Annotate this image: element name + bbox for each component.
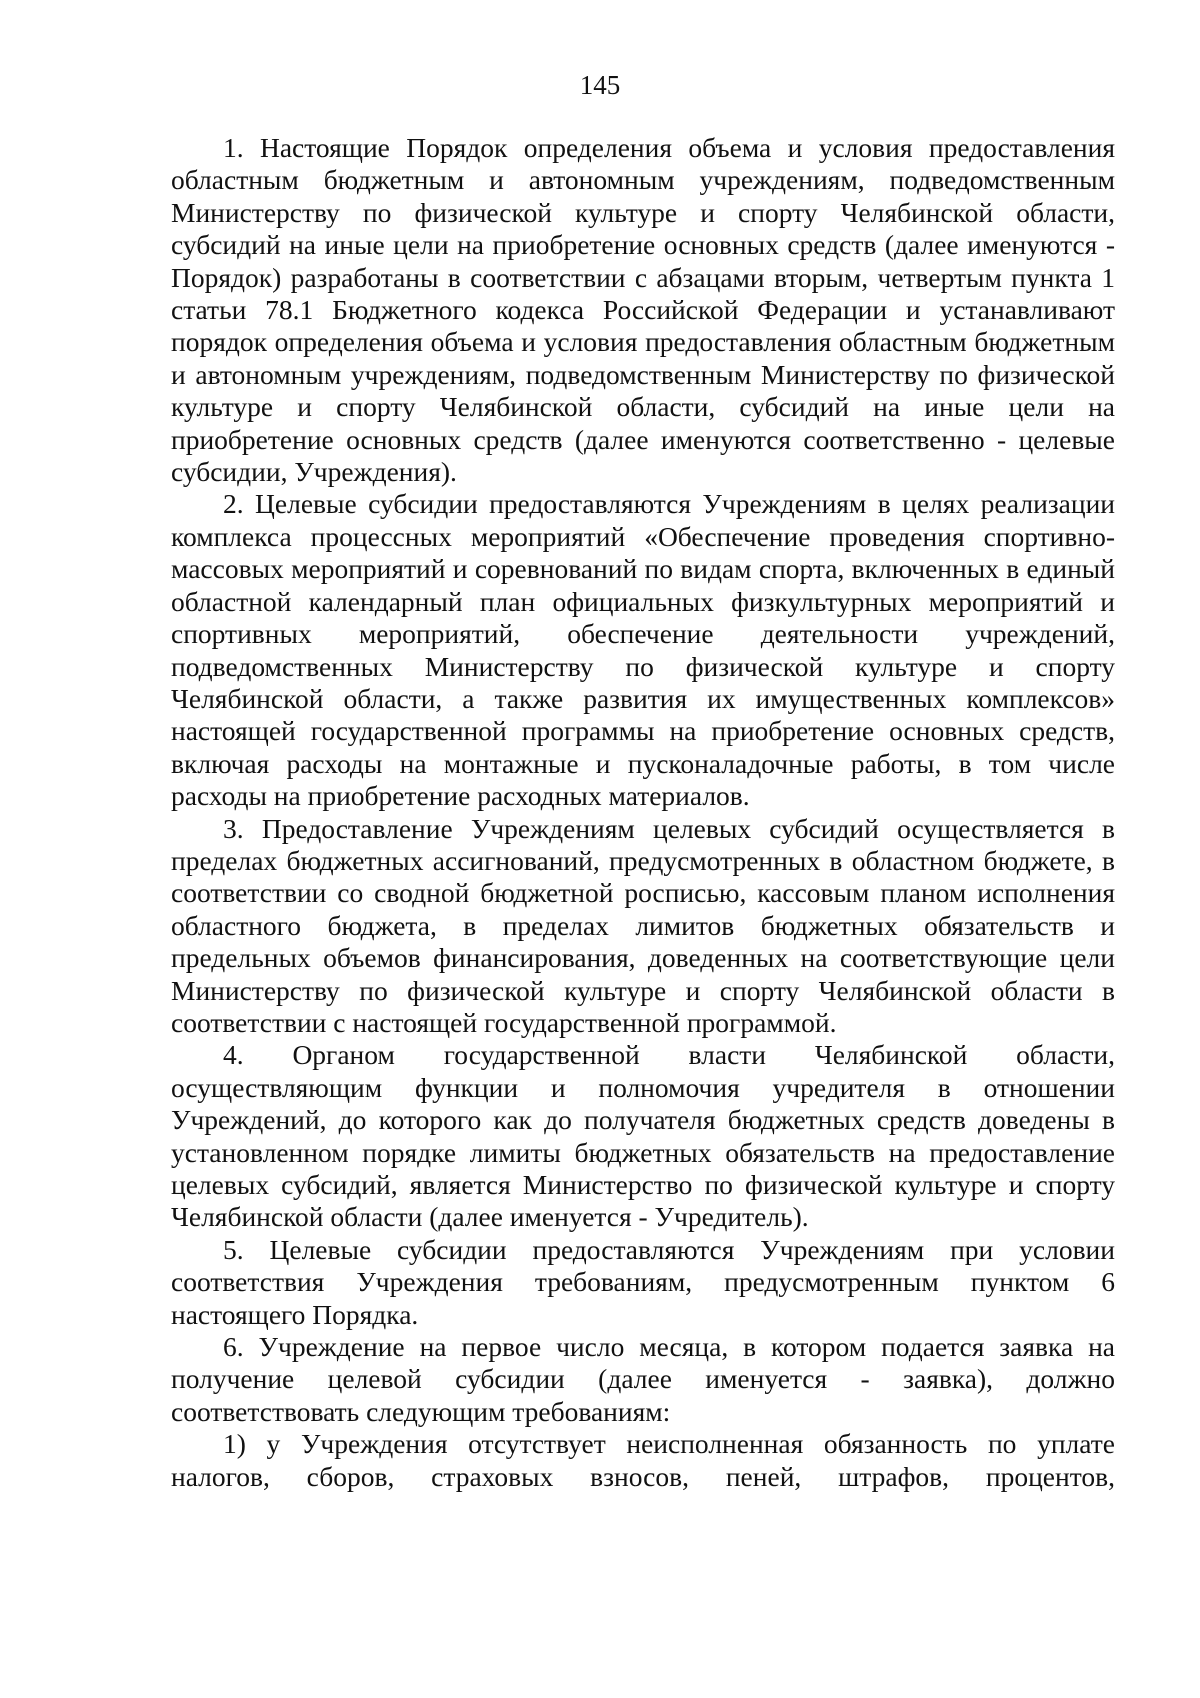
document-body <box>171 132 1115 1493</box>
page-number: 145 <box>579 70 621 100</box>
paragraph-1: 1. Настоящие Порядок определения объема и условия предоставления областным бюджетным и автономным учреждениям, подведомственным Министерству по физической культуре и спорту Челябинской области, субсидий на иные цели на приобретение основных средств (далее именуются - Порядок) разработаны в соответствии с абзацами вторым, четвертым пункта 1 статьи 78.1 Бюджетного кодекса Российской Федерации и устанавливают порядок определения объема и условия предоставления областным бюджетным и автономным учреждениям, подведомственным Министерству по физической культуре и спорту Челябинской области, субсидий на иные цели на приобретение основных средств (далее именуются соответственно - целевые субсидии, Учреждения). <box>171 132 1115 488</box>
paragraph-3: 3. Предоставление Учреждениям целевых субсидий осуществляется в пределах бюджетных ассигнований, предусмотренных в областном бюджете, в соответствии со сводной бюджетной росписью, кассовым планом исполнения областного бюджета, в пределах лимитов бюджетных обязательств и предельных объемов финансирования, доведенных на соответствующие цели Министерству по физической культуре и спорту Челябинской области в соответствии с настоящей государственной программой. <box>171 812 1115 1038</box>
paragraph-4: 4. Органом государственной власти Челябинской области, осуществляющим функции и полномочия учредителя в отношении Учреждений, до которого как до получателя бюджетных средств доведены в установленном порядке лимиты бюджетных обязательств на предоставление целевых субсидий, является Министерство по физической культуре и спорту Челябинской области (далее именуется - Учредитель). <box>171 1039 1115 1233</box>
paragraph-5: 5. Целевые субсидии предоставляются Учреждениям при условии соответствия Учреждения требованиям, предусмотренным пунктом 6 настоящего Порядка. <box>171 1233 1115 1330</box>
paragraph-2: 2. Целевые субсидии предоставляются Учреждениям в целях реализации комплекса процессных мероприятий «Обеспечение проведения спортивно-массовых мероприятий и соревнований по видам спорта, включенных в единый областной календарный план официальных физкультурных мероприятий и спортивных мероприятий, обеспечение деятельности учреждений, подведомственных Министерству по физической культуре и спорту Челябинской области, а также развития их имущественных комплексов» настоящей государственной программы на приобретение основных средств, включая расходы на монтажные и пусконаладочные работы, в том числе расходы на приобретение расходных материалов. <box>171 488 1115 812</box>
paragraph-6-item-1: 1) у Учреждения отсутствует неисполненная обязанность по уплате налогов, сборов, страховых взносов, пеней, штрафов, процентов, <box>171 1428 1115 1492</box>
paragraph-6: 6. Учреждение на первое число месяца, в котором подается заявка на получение целевой субсидии (далее именуется - заявка), должно соответствовать следующим требованиям: <box>171 1331 1115 1427</box>
